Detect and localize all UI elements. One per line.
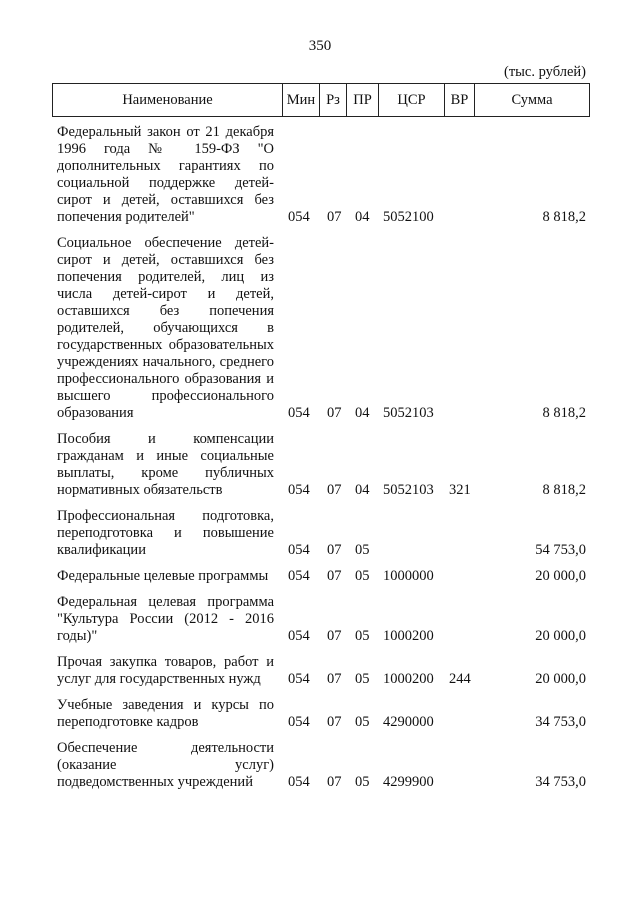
row-min: 054 [288,482,310,498]
header-name: Наименование [53,84,283,116]
header-rz: Рз [320,84,347,116]
row-pr: 04 [355,405,370,421]
row-rz: 07 [327,671,342,687]
table-header [52,83,590,117]
table-row [57,431,590,499]
row-vr: 321 [449,482,471,498]
row-min: 054 [288,542,310,558]
row-min: 054 [288,671,310,687]
row-csr: 1000200 [383,671,434,687]
row-pr: 05 [355,774,370,790]
table-row [57,740,590,791]
row-min: 054 [288,628,310,644]
row-name: Федеральная целевая программа "Культура России (2012 - 2016 годы)" [57,594,274,644]
row-rz: 07 [327,209,342,225]
row-rz: 07 [327,542,342,558]
row-sum: 8 818,2 [542,405,586,421]
header-vr: ВР [445,84,475,116]
row-name: Учебные заведения и курсы по переподготовке кадров [57,697,274,730]
row-sum: 8 818,2 [542,209,586,225]
row-rz: 07 [327,628,342,644]
row-csr: 5052103 [383,482,434,498]
row-pr: 05 [355,542,370,558]
row-name: Федеральные целевые программы [57,568,269,584]
row-min: 054 [288,774,310,790]
table-row [57,697,590,731]
row-pr: 04 [355,482,370,498]
row-min: 054 [288,405,310,421]
row-csr: 5052103 [383,405,434,421]
row-sum: 20 000,0 [535,628,586,644]
row-rz: 07 [327,405,342,421]
row-min: 054 [288,209,310,225]
row-rz: 07 [327,568,342,584]
table-row [57,568,590,585]
row-min: 054 [288,714,310,730]
table-row [57,235,590,422]
row-min: 054 [288,568,310,584]
row-sum: 20 000,0 [535,671,586,687]
row-pr: 04 [355,209,370,225]
row-pr: 05 [355,628,370,644]
row-rz: 07 [327,714,342,730]
table-row [57,124,590,226]
units-label: (тыс. рублей) [504,64,586,80]
row-vr: 244 [449,671,471,687]
row-csr: 1000200 [383,628,434,644]
row-name: Пособия и компенсации гражданам и иные социальные выплаты, кроме публичных нормативных обязательств [57,431,274,498]
row-rz: 07 [327,774,342,790]
header-sum: Сумма [511,91,553,108]
header-csr: ЦСР [379,84,445,116]
row-csr: 4299900 [383,774,434,790]
row-name: Федеральный закон от 21 декабря 1996 года № 159-ФЗ "О дополнительных гарантиях по социальной поддержке детей-сирот и детей, оставшихся без попечения родителей" [57,124,274,225]
row-sum: 34 753,0 [535,774,586,790]
row-name: Профессиональная подготовка, переподготовка и повышение квалификации [57,508,274,558]
header-min: Мин [283,84,320,116]
row-sum: 34 753,0 [535,714,586,730]
row-csr: 1000000 [383,568,434,584]
row-csr: 5052100 [383,209,434,225]
row-sum: 20 000,0 [535,568,586,584]
table-row [57,508,590,559]
row-pr: 05 [355,714,370,730]
row-name: Прочая закупка товаров, работ и услуг для государственных нужд [57,654,274,687]
table-row [57,654,590,688]
table-row [57,594,590,645]
page-number: 350 [308,38,332,54]
header-pr: ПР [347,84,379,116]
row-rz: 07 [327,482,342,498]
row-pr: 05 [355,568,370,584]
row-name: Социальное обеспечение детей-сирот и детей, оставшихся без попечения родителей, лиц из числа детей-сирот и детей, оставшихся без попечения родителей, обучающихся в государственных образовательных учреждениях начального, среднего профессионального образования и высшего профессионального образования [57,235,274,421]
table-body [57,124,590,800]
row-sum: 54 753,0 [535,542,586,558]
row-sum: 8 818,2 [542,482,586,498]
row-name: Обеспечение деятельности (оказание услуг) подведомственных учреждений [57,740,274,790]
row-csr: 4290000 [383,714,434,730]
row-pr: 05 [355,671,370,687]
